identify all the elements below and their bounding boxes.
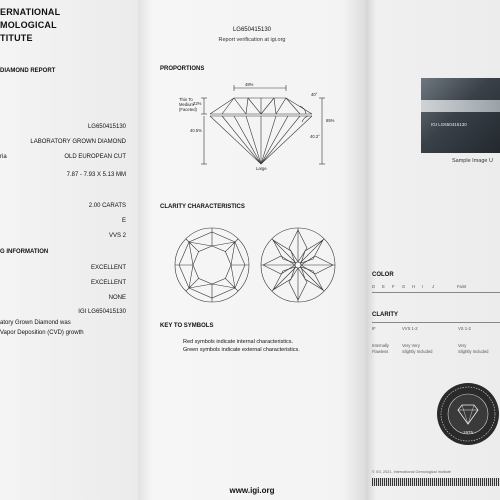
clarity-plot-crown: [173, 226, 251, 304]
proportions-title: PROPORTIONS: [160, 66, 205, 72]
proportions-panel: [138, 0, 366, 500]
shape-value: OLD EUROPEAN CUT: [64, 154, 126, 160]
girdle-label-line: Medium: [179, 102, 194, 107]
clarity-grade-value: VVS 2: [108, 233, 126, 239]
clarity-desc-line: Flawless: [372, 349, 389, 354]
pavilion-angle: 40.2°: [310, 134, 320, 139]
org-name-line-1: ERNATIONAL: [0, 7, 61, 17]
color-letter: G: [402, 284, 406, 289]
total-depth: 65%: [326, 118, 335, 123]
key-red-note: Red symbols indicate internal characteristics.: [183, 339, 294, 345]
clarity-code-vs: VS 1-2: [458, 326, 471, 331]
polish-value: EXCELLENT: [90, 265, 126, 271]
carat-weight-value: 2.00 CARATS: [88, 203, 126, 209]
table-percentage: 48%: [245, 82, 254, 87]
color-letter: I: [422, 284, 424, 289]
inscription-value: IGI LG650415130: [78, 309, 126, 315]
comment-line-1: atory Grown Diamond was: [0, 320, 71, 326]
photo-caption: Sample Image U: [452, 158, 493, 164]
grading-info-header: G INFORMATION: [0, 249, 49, 255]
scales-panel: [366, 0, 500, 500]
color-scale-title: COLOR: [372, 272, 394, 278]
key-to-symbols-title: KEY TO SYMBOLS: [160, 323, 214, 329]
color-letter: E: [382, 284, 385, 289]
measurements-value: 7.87 - 7.93 X 5.13 MM: [66, 172, 126, 178]
color-letter: J: [432, 284, 435, 289]
clarity-scale-rule: [372, 322, 500, 323]
shape-label-fragment: ria: [0, 154, 7, 160]
report-type: DIAMOND REPORT: [0, 68, 56, 74]
clarity-code-vvs: VVS 1-2: [402, 326, 418, 331]
color-faint-label: Faint: [457, 284, 467, 289]
fine-print-bar: [372, 478, 500, 486]
fluorescence-value: NONE: [108, 295, 126, 301]
color-letter: H: [412, 284, 416, 289]
key-green-note: Green symbols indicate external characteristics.: [183, 347, 300, 353]
photo-highlight: [421, 100, 500, 112]
report-number: LG650415130: [87, 124, 126, 130]
color-letter: D: [372, 284, 376, 289]
clarity-desc-line: Very Very: [402, 343, 420, 348]
pavilion-depth: 40.5%: [190, 128, 202, 133]
color-grade-value: E: [121, 218, 126, 224]
clarity-scale-title: CLARITY: [372, 312, 398, 318]
sample-photo: [421, 78, 500, 153]
clarity-desc-vvs: [402, 343, 433, 355]
clarity-plot-pavilion: [259, 226, 337, 304]
girdle-label-line: Thin To: [179, 97, 193, 102]
crown-height: 22%: [193, 101, 202, 106]
description-value: LABORATORY GROWN DIAMOND: [30, 139, 126, 145]
clarity-desc-vs: [458, 343, 489, 355]
copyright-notice: © IGI, 2021, International Gemological Institute: [372, 470, 451, 474]
culet-size: Large: [256, 166, 267, 171]
crown-angle: 40°: [311, 92, 318, 97]
verification-note: Report verification at igi.org: [218, 37, 286, 43]
clarity-characteristics-title: CLARITY CHARACTERISTICS: [160, 204, 245, 210]
report-summary-panel: [0, 0, 138, 500]
girdle-label: [179, 97, 197, 112]
clarity-desc-line: Very: [458, 343, 467, 348]
igi-seal-icon: [436, 382, 500, 446]
org-name-line-2: MOLOGICAL: [0, 20, 57, 30]
photo-inscription: IGI LG650415130: [431, 122, 467, 127]
clarity-desc-line: Slightly Included: [458, 349, 489, 354]
symmetry-value: EXCELLENT: [90, 280, 126, 286]
clarity-desc-if: [372, 343, 389, 355]
org-name-line-3: TITUTE: [0, 33, 33, 43]
clarity-code-if: IF: [372, 326, 376, 331]
color-scale-rule: [372, 292, 500, 293]
seal-year: 1975: [462, 430, 474, 435]
diamond-profile-diagram: [190, 78, 340, 174]
comment-line-2: Vapor Deposition (CVD) growth: [0, 330, 84, 336]
website-link[interactable]: www.igi.org: [229, 486, 275, 495]
clarity-desc-line: Internally: [372, 343, 389, 348]
report-number-top: LG650415130: [232, 27, 272, 33]
girdle-label-line: (Faceted): [179, 107, 197, 112]
color-letter: F: [392, 284, 395, 289]
clarity-desc-line: Slightly Included: [402, 349, 433, 354]
